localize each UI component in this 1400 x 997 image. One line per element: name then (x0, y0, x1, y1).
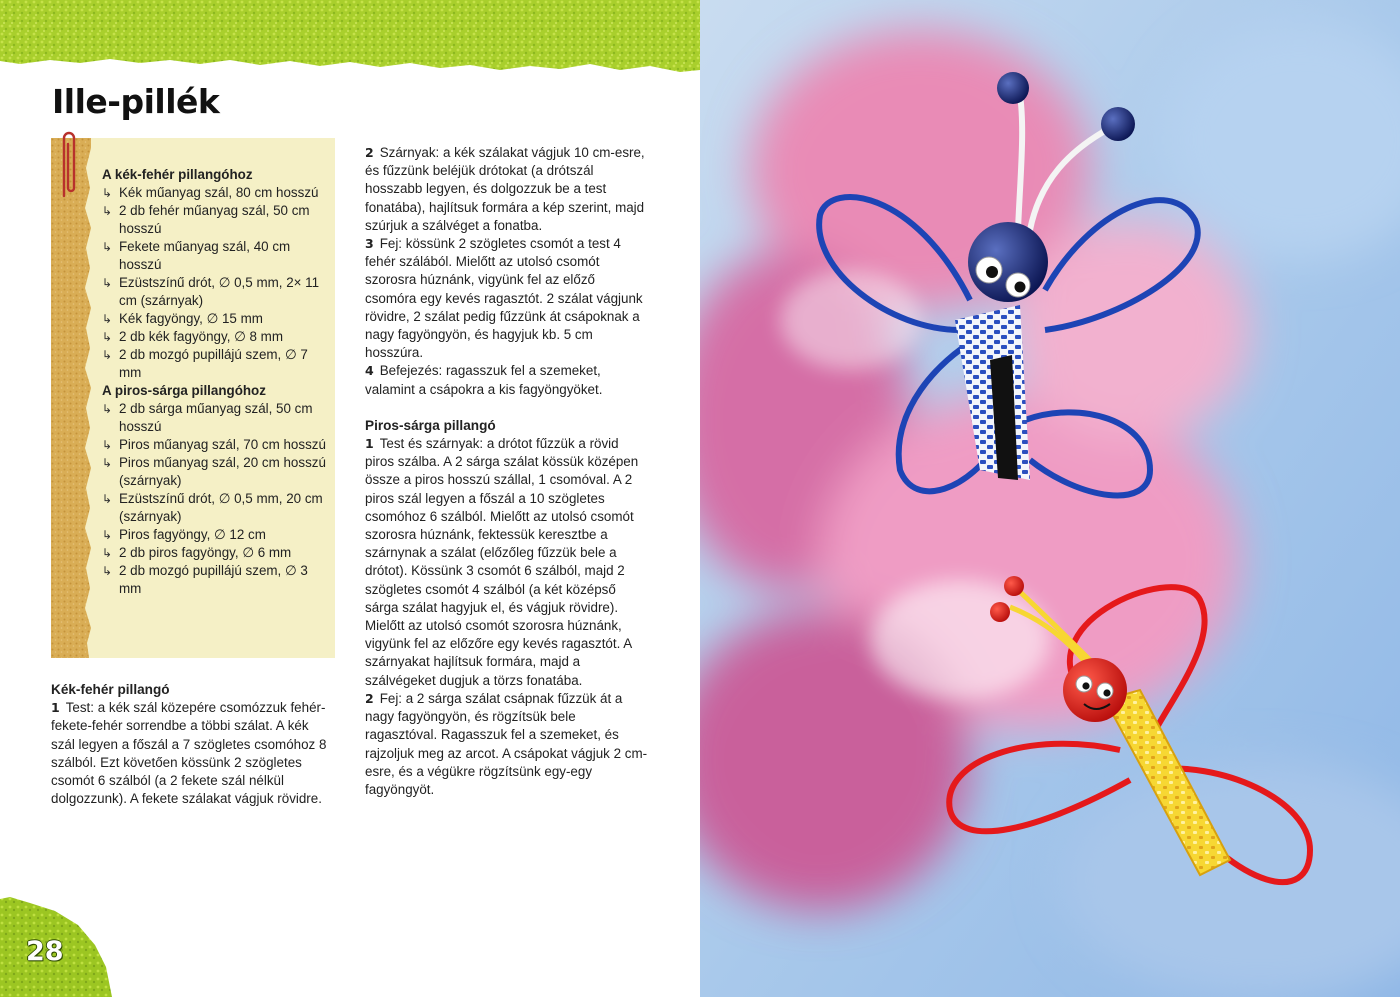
arrow-icon: ↳ (102, 564, 113, 578)
page-title: Ille-pillék (52, 82, 220, 121)
arrow-icon: ↳ (102, 348, 113, 362)
paperclip-icon (56, 126, 82, 204)
list-item: ↳ 2 db sárga műanyag szál, 50 cm hosszú (102, 401, 313, 434)
materials-group-title: A kék-fehér pillangóhoz (102, 167, 253, 182)
instruction-step: 1 Test: a kék szál közepére csomózzuk fehér-fekete-fehér sorrendbe a többi szálat. A kék szál legyen a főszál a 7 szögletes csomóhoz 8 szálból. Ezt követően kössünk 2 szögletes csomót 6 szálból (a 2 fekete szál nélkül dolgozzunk). A fekete szálakat vágjuk rövidre. (51, 700, 327, 807)
arrow-icon: ↳ (102, 186, 113, 200)
arrow-icon: ↳ (102, 456, 113, 470)
list-item: ↳ Ezüstszínű drót, ∅ 0,5 mm, 2× 11 cm (szárnyak) (102, 275, 320, 308)
section-heading: Piros-sárga pillangó (365, 417, 496, 433)
list-item: ↳ 2 db piros fagyöngy, ∅ 6 mm (102, 545, 292, 560)
materials-group-list (102, 184, 330, 382)
list-item: ↳ Kék fagyöngy, ∅ 15 mm (102, 311, 263, 326)
list-item: ↳ Ezüstszínű drót, ∅ 0,5 mm, 20 cm (szárnyak) (102, 491, 323, 524)
arrow-icon: ↳ (102, 330, 113, 344)
instruction-step: 2 Fej: a 2 sárga szálat csápnak fűzzük át a nagy fagyöngyön, és rögzítsük bele ragasztóval. Ragasszuk fel a szemeket, és rajzoljuk meg az arcot. A csápokat vágjuk 2 cm-esre, és a végükre rögzítsünk egy-egy fagyöngyöt. (365, 690, 648, 797)
materials-group-list (102, 400, 330, 598)
arrow-icon: ↳ (102, 492, 113, 506)
list-item: ↳ Kék műanyag szál, 80 cm hosszú (102, 185, 319, 200)
instruction-step: 1 Test és szárnyak: a drótot fűzzük a rövid piros szálba. A 2 sárga szálat kössük középen össze a piros hosszú szállal, 1 csomóval. A 2 piros szál legyen a főszál a 10 szögletes csomóhoz 6 szálból. Mielőtt az utolsó csomót szorosra húznánk, fektessük keresztbe a szárnynak a szálat (előzőleg fűzzük bele a drótot). Kössünk 3 csomót 6 szálból, majd 2 szögletes csomót 4 szálból (a két középső sárga szálat hagyjuk el, és vágjuk rövidre). Mielőtt az utolsó csomót szorosra húznánk, vigyünk fel az előzőre egy kevés ragasztót. A szárnyakat hajlítsuk formára, majd a szálvégeket dugjuk a törzs fonatába. (365, 436, 639, 688)
section-heading: Kék-fehér pillangó (51, 682, 170, 697)
instruction-step: 4 Befejezés: ragasszuk fel a szemeket, valamint a csápokra a kis fagyöngyöket. (365, 363, 603, 397)
arrow-icon: ↳ (102, 240, 113, 254)
list-item: ↳ 2 db fehér műanyag szál, 50 cm hosszú (102, 203, 310, 236)
grass-header-decoration (0, 0, 700, 74)
list-item: ↳ 2 db kék fagyöngy, ∅ 8 mm (102, 329, 283, 344)
materials-group-title: A piros-sárga pillangóhoz (102, 383, 266, 398)
materials-list (102, 166, 330, 598)
arrow-icon: ↳ (102, 438, 113, 452)
instruction-step: 2 Szárnyak: a kék szálakat vágjuk 10 cm-esre, és fűzzünk beléjük drótokat (a drótszál hosszabb legyen, és dolgozzuk be a test fonatába), hajlítsuk formára a kép szerint, majd szúrjuk a szálvéget a fonatba. (365, 145, 645, 233)
page-number: 28 (26, 936, 64, 967)
arrow-icon: ↳ (102, 528, 113, 542)
list-item: ↳ 2 db mozgó pupillájú szem, ∅ 3 mm (102, 563, 308, 596)
photo-page (700, 0, 1400, 997)
blue-butterfly-section (51, 681, 327, 808)
list-item: ↳ Fekete műanyag szál, 40 cm hosszú (102, 239, 291, 272)
arrow-icon: ↳ (102, 312, 113, 326)
list-item: ↳ Piros műanyag szál, 70 cm hosszú (102, 437, 326, 452)
list-item: ↳ Piros műanyag szál, 20 cm hosszú (szárnyak) (102, 455, 326, 488)
list-item: ↳ 2 db mozgó pupillájú szem, ∅ 7 mm (102, 347, 308, 380)
arrow-icon: ↳ (102, 276, 113, 290)
list-item: ↳ Piros fagyöngy, ∅ 12 cm (102, 527, 266, 542)
instruction-step: 3 Fej: kössünk 2 szögletes csomót a test 4 fehér szálából. Mielőtt az utolsó csomót szorosra húznánk, vigyünk fel az előző csomóra egy kevés ragasztót. 2 szálat vágjunk rövidre, 2 szálat pedig fűzzünk át csápoknak a nagy fagyöngyön, és hagyjuk kb. 5 cm hosszúra. (365, 236, 643, 361)
arrow-icon: ↳ (102, 546, 113, 560)
arrow-icon: ↳ (102, 204, 113, 218)
butterflies-photo (700, 0, 1400, 997)
instructions-column (365, 144, 649, 799)
arrow-icon: ↳ (102, 402, 113, 416)
